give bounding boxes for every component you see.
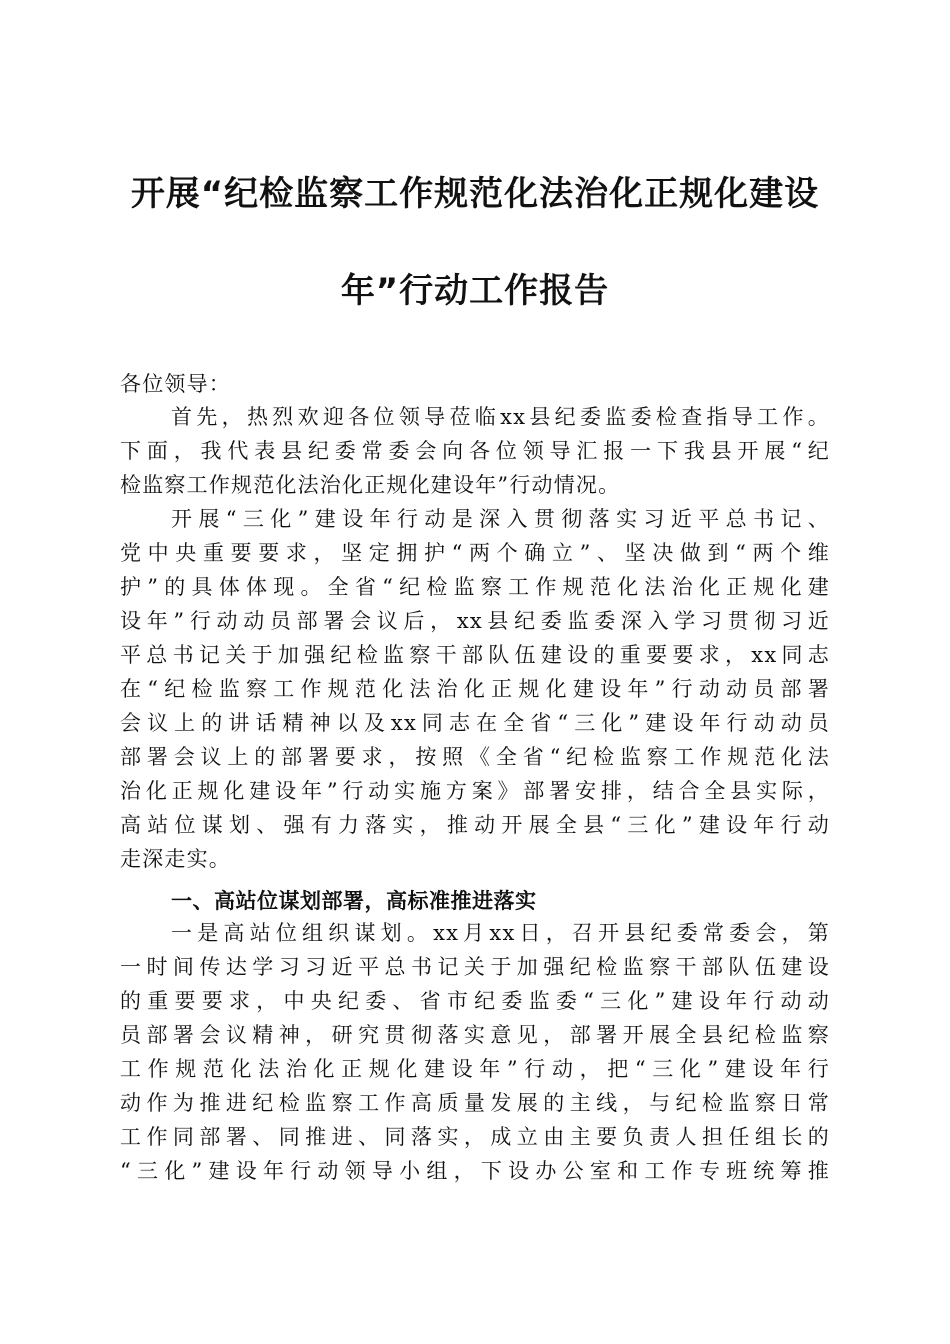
section-heading: 一、高站位谋划部署，高标准推进落实: [171, 889, 537, 913]
paragraph-2-line: 开展“三化”建设年行动是深入贯彻落实习近平总书记、: [171, 507, 830, 531]
paragraph-3-line: 动作为推进纪检监察工作高质量发展的主线，与纪检监察日常: [120, 1091, 830, 1115]
paragraph-1-line: 检监察工作规范化法治化正规化建设年”行动情况。: [120, 473, 621, 497]
title-line-1: 开展“纪检监察工作规范化法治化正规化建设: [130, 174, 820, 214]
paragraph-2-line: 治化正规化建设年”行动实施方案》部署安排，结合全县实际，: [120, 779, 830, 803]
paragraph-3-line: 一是高站位组织谋划。xx月xx日，召开县纪委常委会，第: [171, 921, 830, 945]
paragraph-3-line: 的重要要求，中央纪委、省市纪委监委“三化”建设年行动动: [120, 989, 830, 1013]
paragraph-3-line: “三化”建设年行动领导小组，下设办公室和工作专班统筹推: [120, 1159, 830, 1183]
paragraph-1-line: 首先，热烈欢迎各位领导莅临xx县纪委监委检查指导工作。: [171, 405, 830, 429]
paragraph-2-line: 党中央重要要求，坚定拥护“两个确立”、坚决做到“两个维: [120, 541, 830, 565]
paragraph-2-line: 在“纪检监察工作规范化法治化正规化建设年”行动动员部署: [120, 677, 830, 701]
title-line-2: 年”行动工作报告: [340, 271, 610, 311]
paragraph-3-line: 工作规范化法治化正规化建设年”行动，把“三化”建设年行: [120, 1057, 830, 1081]
paragraph-2-line: 会议上的讲话精神以及xx同志在全省“三化”建设年行动动员: [120, 711, 830, 735]
paragraph-2-line: 护”的具体体现。全省“纪检监察工作规范化法治化正规化建: [120, 575, 830, 599]
paragraph-2-line: 平总书记关于加强纪检监察干部队伍建设的重要要求，xx同志: [120, 643, 830, 667]
paragraph-3-line: 一时间传达学习习近平总书记关于加强纪检监察干部队伍建设: [120, 955, 830, 979]
salutation: 各位领导：: [120, 372, 231, 396]
paragraph-2-line: 走深走实。: [120, 847, 231, 871]
paragraph-2-line: 高站位谋划、强有力落实，推动开展全县“三化”建设年行动: [120, 813, 830, 837]
paragraph-3-line: 工作同部署、同推进、同落实，成立由主要负责人担任组长的: [120, 1125, 830, 1149]
paragraph-1-line: 下面，我代表县纪委常委会向各位领导汇报一下我县开展“纪: [120, 439, 830, 463]
paragraph-2-line: 部署会议上的部署要求，按照《全省“纪检监察工作规范化法: [120, 745, 830, 769]
paragraph-2-line: 设年”行动动员部署会议后，xx县纪委监委深入学习贯彻习近: [120, 609, 830, 633]
paragraph-3-line: 员部署会议精神，研究贯彻落实意见，部署开展全县纪检监察: [120, 1023, 830, 1047]
